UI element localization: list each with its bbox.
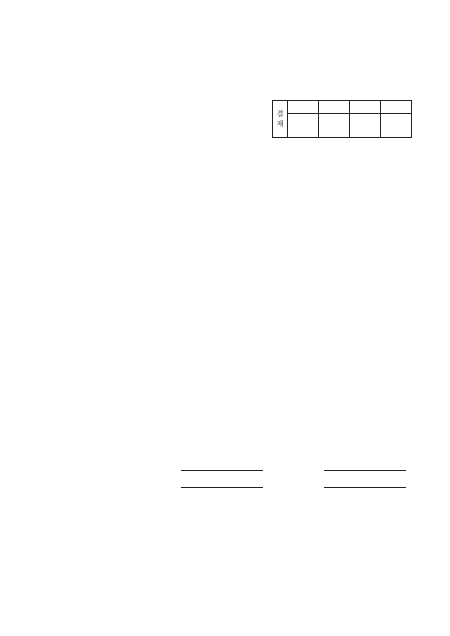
approval-sign-cell-4[interactable] [381,114,412,138]
approval-column-3 [350,101,381,114]
approval-column-4 [381,101,412,114]
manager-line[interactable] [181,487,263,488]
approval-side-label [273,101,288,138]
writer-line[interactable] [181,470,263,471]
approval-side-label-bottom: 재 [276,120,284,128]
approval-column-2 [319,101,350,114]
writer-sign-line[interactable] [324,470,406,471]
approval-sign-cell-3[interactable] [350,114,381,138]
approval-table [272,100,412,138]
approval-column-1 [288,101,319,114]
approval-sign-cell-2[interactable] [319,114,350,138]
manager-sign-line[interactable] [324,487,406,488]
approval-side-label-top: 결 [276,110,284,118]
approval-sign-cell-1[interactable] [288,114,319,138]
